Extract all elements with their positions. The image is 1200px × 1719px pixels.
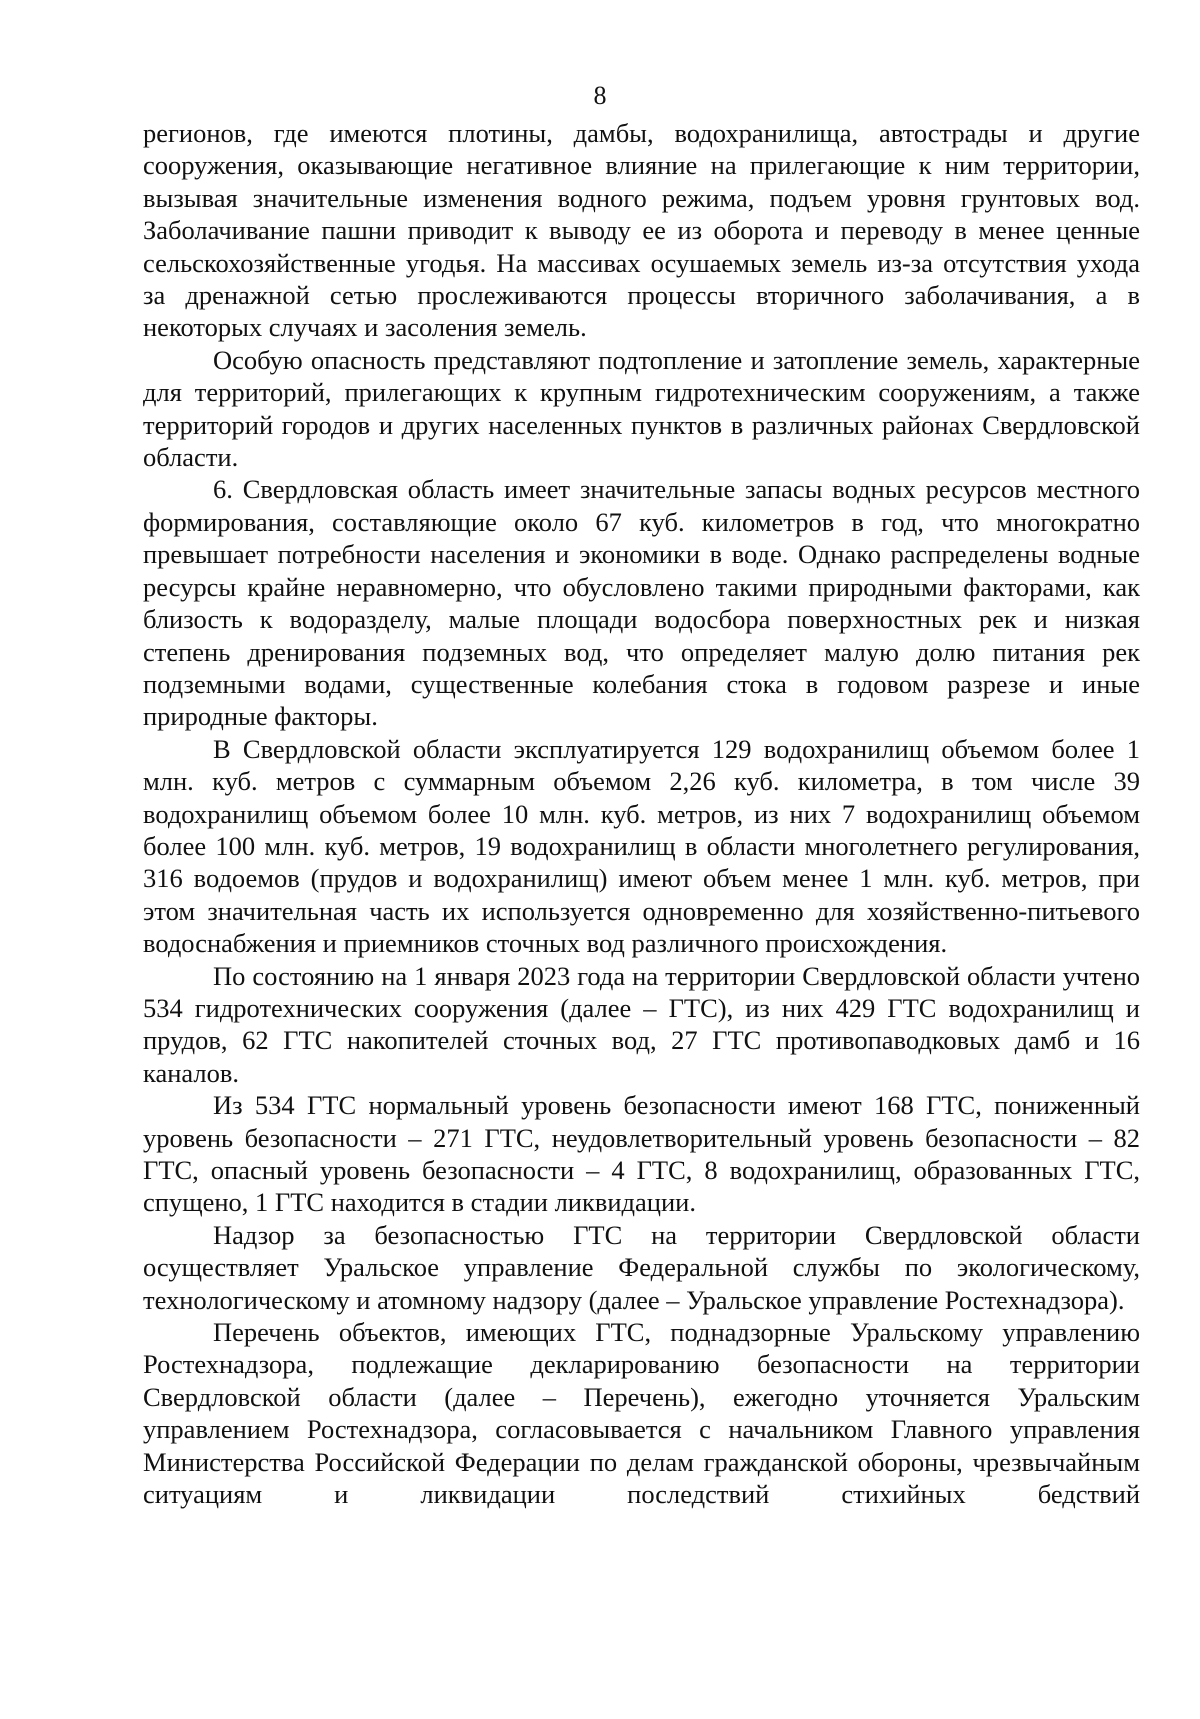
paragraph-continuation: регионов, где имеются плотины, дамбы, водохранилища, автострады и другие сооружения, оказывающие негативное влияние на прилегающие к ним территории, вызывая значительные изменения водного режима, подъем уровня грунтовых вод. Заболачивание пашни приводит к выводу ее из оборота и переводу в менее ценные сельскохозяйственные угодья. На массивах осушаемых земель из-за отсутствия ухода за дренажной сетью прослеживаются процессы вторичного заболачивания, а в некоторых случаях и засоления земель. xyxy=(143,118,1140,343)
paragraph-object-list: Перечень объектов, имеющих ГТС, поднадзорные Уральскому управлению Ростехнадзора, подлежащие декларированию безопасности на территории Свердловской области (далее – Перечень), ежегодно уточняется Уральским управлением Ростехнадзора, согласовывается с начальником Главного управления Министерства Российской Федерации по делам гражданской обороны, чрезвычайным ситуациям и ликвидации последствий стихийных бедствий xyxy=(143,1317,1140,1510)
paragraph-supervision: Надзор за безопасностью ГТС на территории Свердловской области осуществляет Уральское управление Федеральной службы по экологическому, технологическому и атомному надзору (далее – Уральское управление Ростехнадзора). xyxy=(143,1219,1140,1315)
paragraph-safety-levels: Из 534 ГТС нормальный уровень безопасности имеют 168 ГТС, пониженный уровень безопасности – 271 ГТС, неудовлетворительный уровень безопасности – 82 ГТС, опасный уровень безопасности – 4 ГТС, 8 водохранилищ, образованных ГТС, спущено, 1 ГТС находится в стадии ликвидации. xyxy=(143,1090,1140,1218)
document-body xyxy=(143,117,1140,1510)
paragraph-hydraulic-structures-count: По состоянию на 1 января 2023 года на территории Свердловской области учтено 534 гидротехнических сооружения (далее – ГТС), из них 429 ГТС водохранилищ и прудов, 62 ГТС накопителей сточных вод, 27 ГТС противопаводковых дамб и 16 каналов. xyxy=(143,960,1140,1088)
paragraph-flooding-danger: Особую опасность представляют подтопление и затопление земель, характерные для территорий, прилегающих к крупным гидротехническим сооружениям, а также территорий городов и других населенных пунктов в различных районах Свердловской области. xyxy=(143,344,1140,473)
page-number: 8 xyxy=(593,81,607,110)
paragraph-section-6-water-resources: 6. Свердловская область имеет значительные запасы водных ресурсов местного формирования, составляющие около 67 куб. километров в год, что многократно превышает потребности населения и экономики в воде. Однако распределены водные ресурсы крайне неравномерно, что обусловлено такими природными факторами, как близость к водоразделу, малые площади водосбора поверхностных рек и низкая степень дренирования подземных вод, что определяет малую долю питания рек подземными водами, существенные колебания стока в годовом разрезе и иные природные факторы. xyxy=(143,474,1140,732)
paragraph-reservoirs: В Свердловской области эксплуатируется 129 водохранилищ объемом более 1 млн. куб. метров с суммарным объемом 2,26 куб. километра, в том числе 39 водохранилищ объемом более 10 млн. куб. метров, из них 7 водохранилищ объемом более 100 млн. куб. метров, 19 водохранилищ в области многолетнего регулирования, 316 водоемов (прудов и водохранилищ) имеют объем менее 1 млн. куб. метров, при этом значительная часть их используется одновременно для хозяйственно-питьевого водоснабжения и приемников сточных вод различного происхождения. xyxy=(143,733,1140,959)
